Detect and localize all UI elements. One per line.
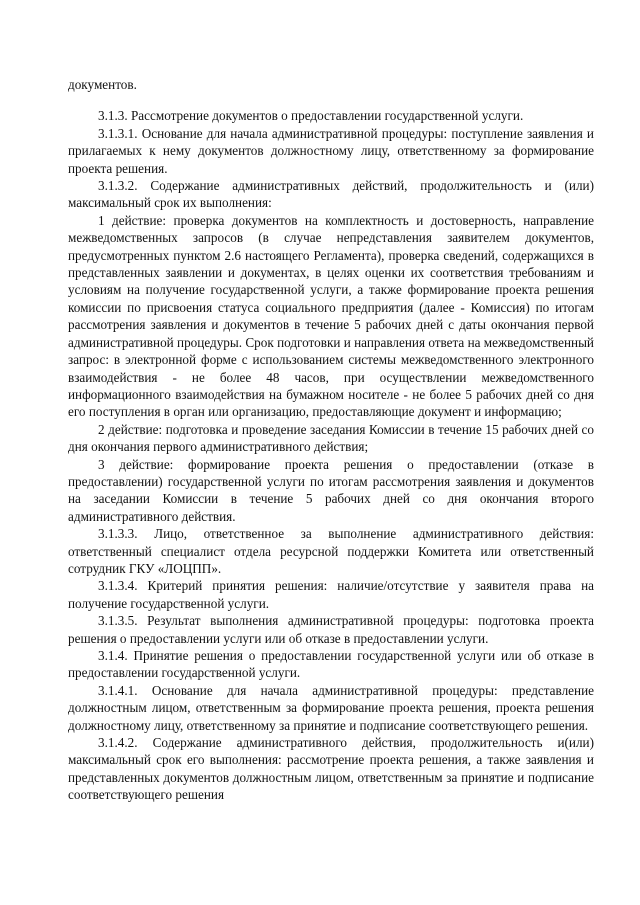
- paragraph-3-1-3-3: 3.1.3.3. Лицо, ответственное за выполнение административного действия: ответственный специалист отдела ресурсной поддержки Комитета или ответственный сотрудник ГКУ «ЛОЦПП».: [68, 526, 594, 576]
- paragraph-action-1: 1 действие: проверка документов на комплектность и достоверность, направление межведомственных запросов (в случае непредставления заявителем документов, предусмотренных пунктом 2.6 настоящего Регламента), проверка сведений, содержащихся в представленных заявлении и документах, в целях оценки их соответствия требованиям и условиям на получение государственной услуги, а также формирование проекта решения комиссии по присвоения статуса социального предприятия (далее - Комиссия) по итогам рассмотрения заявления и документов в течение 5 рабочих дней с даты окончания первой административной процедуры. Срок подготовки и направления ответа на межведомственный запрос: в электронной форме с использованием системы межведомственного электронного взаимодействия - не более 48 часов, при осуществлении межведомственного информационного взаимодействия на бумажном носителе - не более 5 рабочих дней со дня его поступления в орган или организацию, предоставляющие документ и информацию;: [68, 212, 594, 420]
- section-heading-3-1-3: 3.1.3. Рассмотрение документов о предоставлении государственной услуги.: [98, 108, 524, 124]
- paragraph-action-3: 3 действие: формирование проекта решения о предоставлении (отказе в предоставлении) государственной услуги по итогам рассмотрения заявления и документов на заседании Комиссии в течение 5 рабочих дней со дня окончания второго административного действия.: [68, 456, 594, 524]
- paragraph-3-1-4-1: 3.1.4.1. Основание для начала административной процедуры: представление должностным лицом, ответственным за формирование проекта решения, проекта решения должностному лицу, ответственному за принятие и подписание соответствующего решения.: [68, 682, 594, 733]
- paragraph-action-2: 2 действие: подготовка и проведение заседания Комиссии в течение 15 рабочих дней со дня окончания первого административного действия;: [68, 421, 594, 455]
- paragraph-3-1-4-2: 3.1.4.2. Содержание административного действия, продолжительность и(или) максимальный срок его выполнения: рассмотрение проекта решения, а также заявления и представленных документов должностным лицом, ответственным за принятие и подписание соответствующего решения: [68, 735, 594, 803]
- paragraph-3-1-3-1: 3.1.3.1. Основание для начала административной процедуры: поступление заявления и прилагаемых к нему документов должностному лицу, ответственному за формирование проекта решения.: [68, 125, 594, 176]
- paragraph-gap: [68, 93, 594, 107]
- paragraph-3-1-3-5: 3.1.3.5. Результат выполнения административной процедуры: подготовка проекта решения о предоставлении услуги или об отказе в предоставлении услуги.: [68, 613, 594, 646]
- section-heading-3-1-4: 3.1.4. Принятие решения о предоставлении государственной услуги или об отказе в предоставлении государственной услуги.: [68, 648, 594, 681]
- paragraph-3-1-3-2: 3.1.3.2. Содержание административных действий, продолжительность и (или) максимальный срок их выполнения:: [68, 178, 594, 211]
- paragraph-continuation: документов.: [68, 77, 137, 92]
- paragraph-3-1-3-4: 3.1.3.4. Критерий принятия решения: наличие/отсутствие у заявителя права на получение государственной услуги.: [68, 578, 594, 611]
